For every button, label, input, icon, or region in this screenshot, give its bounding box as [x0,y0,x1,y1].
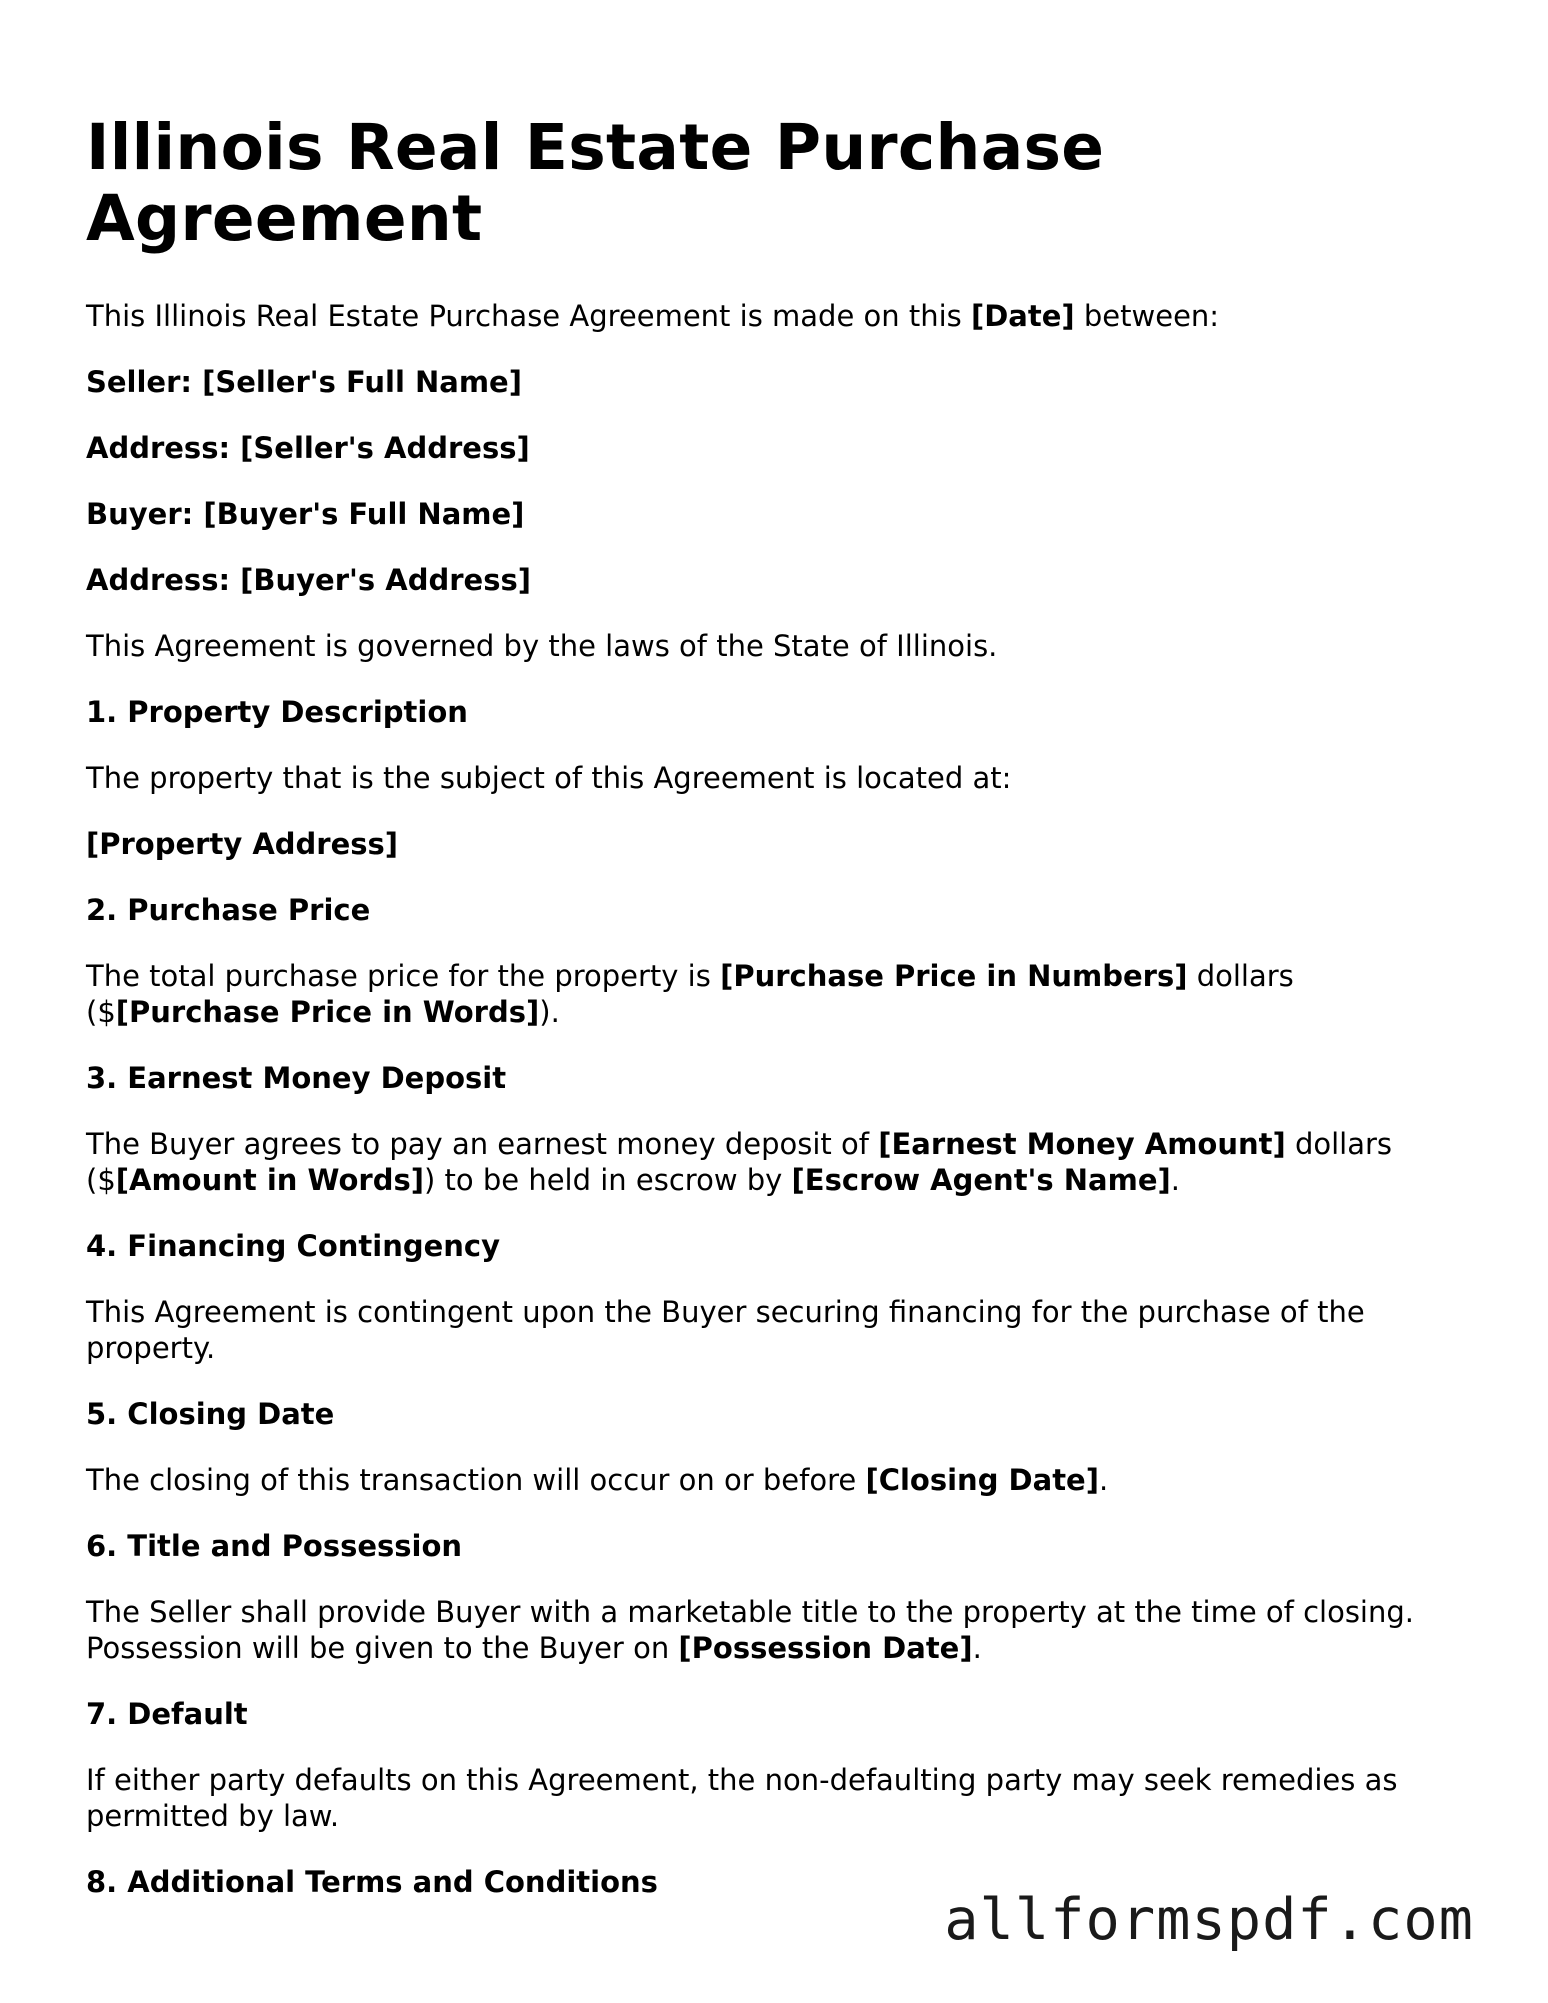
section-3-text [86,1126,1466,1198]
section-2-text-a: The total purchase price for the property is [86,959,721,993]
section-3-text-a: The Buyer agrees to pay an earnest money deposit of [86,1127,879,1161]
date-placeholder: [Date] [970,299,1075,333]
seller-name: Seller: [Seller's Full Name] [86,365,522,399]
intro-text-end: between: [1074,299,1220,333]
section-3-heading: 3. Earnest Money Deposit [86,1061,507,1095]
price-numbers-placeholder: [Purchase Price in Numbers] [720,959,1188,993]
buyer-name: Buyer: [Buyer's Full Name] [86,497,525,531]
seller-address: Address: [Seller's Address] [86,431,530,465]
section-7-heading: 7. Default [86,1697,248,1731]
section-3-text-b: dollars ($ [86,1127,1393,1197]
section-5-text-b: . [1098,1463,1109,1497]
section-8-heading: 8. Additional Terms and Conditions [86,1865,658,1899]
section-3-text-d: . [1170,1163,1180,1197]
amount-words-placeholder: [Amount in Words] [115,1163,424,1197]
section-6-heading: 6. Title and Possession [86,1529,463,1563]
intro-text: This Illinois Real Estate Purchase Agreement is made on this [86,299,971,333]
section-2-text-b: dollars ($ [86,959,1294,1029]
property-address-placeholder: [Property Address] [86,827,399,861]
section-2-text-c: ). [539,995,560,1029]
escrow-agent-placeholder: [Escrow Agent's Name] [791,1163,1171,1197]
section-1-text: The property that is the subject of this Agreement is located at: [86,761,1012,795]
section-4-text: This Agreement is contingent upon the Buyer securing financing for the purchase of the property. [86,1295,1365,1365]
section-6-text [86,1594,1466,1666]
governing-law: This Agreement is governed by the laws of the State of Illinois. [86,629,998,663]
buyer-address: Address: [Buyer's Address] [86,563,531,597]
watermark: allformspdf.com [944,1887,1474,1953]
document-title: Illinois Real Estate Purchase Agreement [86,111,1105,255]
section-2-heading: 2. Purchase Price [86,893,371,927]
section-5-heading: 5. Closing Date [86,1397,335,1431]
possession-date-placeholder: [Possession Date] [678,1631,973,1665]
section-3-text-c: ) to be held in escrow by [424,1163,792,1197]
closing-date-placeholder: [Closing Date] [865,1463,1099,1497]
section-6-text-b: . [972,1631,982,1665]
section-5-text [86,1462,1466,1498]
section-4-heading: 4. Financing Contingency [86,1229,501,1263]
intro-paragraph [86,298,1466,334]
earnest-amount-placeholder: [Earnest Money Amount] [878,1127,1286,1161]
section-1-heading: 1. Property Description [86,695,468,729]
section-7-text: If either party defaults on this Agreement, the non-defaulting party may seek remedies as permitted by law. [86,1763,1398,1833]
price-words-placeholder: [Purchase Price in Words] [115,995,540,1029]
section-6-text-a: The Seller shall provide Buyer with a marketable title to the property at the time of closing. Possession will be given to the Buyer on [86,1595,1414,1665]
section-5-text-a: The closing of this transaction will occur on or before [86,1463,866,1497]
document-page [86,112,1466,1930]
section-2-text [86,958,1466,1030]
